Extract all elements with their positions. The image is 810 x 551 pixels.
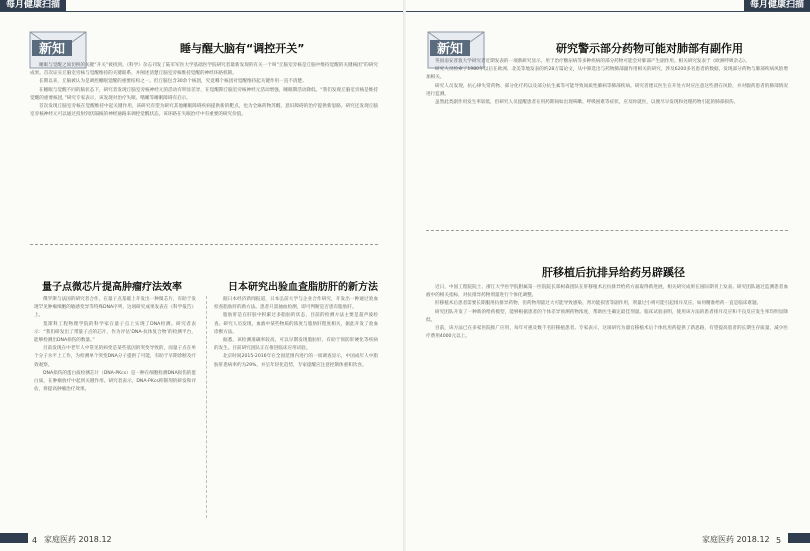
paragraph: 据日本经济新闻报道，日本弘前大学与企业合作研究，开发出一种通过验血检查脂肪肝的新方法。患者只需抽血检测，即可判断是否患有脂肪肝。 bbox=[214, 297, 378, 311]
paragraph: 在睡眠与觉醒不同的脑状态下，研究者发现丘脑室旁核神经元的活动有明显差异，在觉醒期丘脑室旁核神经元活动增强，睡眠期活动降低。“我们发现丘脑室旁核是维持觉醒的重要核团，”研究专家表示，该发现对治疗失眠、嗜睡等睡眠障碍有启示。 bbox=[30, 87, 378, 101]
paragraph: 研究人员发现，抗心律失常药物、部分化疗药以及部分抗生素等可能导致间质性肺病等肺部疾病。研究者建议医生在开处方时应注意这些潜在风险，并对服药患者的肺部情况进行监测。 bbox=[426, 83, 788, 97]
paragraph: 长期以来，丘脑被认为是调控睡眠觉醒的重要结构之一。但丘脑包含30余个核团，究竟哪个核团对觉醒维持起关键作用一直不清楚。 bbox=[39, 79, 307, 85]
new-knowledge-label: 新知 bbox=[38, 42, 66, 57]
section-divider bbox=[426, 230, 788, 231]
section-tag: 每月健康扫描 bbox=[744, 0, 810, 11]
paragraph: 目前发现在中老年人中常见的病变是某些基因的突变导致的，而量子点在单个分子水平上工作，为检测单个突变DNA分子提供了可能，有助于早期诊断及疗效观察。 bbox=[34, 346, 196, 368]
article-title: 日本研究出验血查脂肪肝的新方法 bbox=[228, 282, 378, 293]
paragraph: 脂肪肝是在肝脏中积累过多脂肪的状态，目前的检测方法主要是超声波检查。研究人员发现，血液中某些物质的浓度与脂肪肝程度相关，据此开发了验血诊断方法。 bbox=[214, 313, 378, 335]
paragraph: 近日，中国工程院院士、浙江大学医学院附属第一医院院长郑树森团队在肝移植术后抗排异给药方面取得新进展，相关研究成果在国际期刊上发表。研究团队通过监测患者血液中的相关指标，对抗排异药物剂量进行个体化调整。 bbox=[426, 285, 788, 299]
article-body bbox=[34, 296, 196, 518]
article-title: 量子点微芯片提高肿瘤疗法效率 bbox=[42, 282, 182, 293]
paragraph: 研究人员检索了1980年以后在欧洲、北美等地发表的约28万篇论文，从中筛选出与药物肺部副作用相关的研究，涉及6200多名患者的数据，发现部分药物与肺部疾病风险增加相关。 bbox=[426, 67, 788, 81]
page-number: 4 bbox=[32, 536, 38, 545]
footer-bar bbox=[0, 533, 28, 543]
article-title: 睡与醒大脑有“调控开关” bbox=[180, 42, 305, 55]
paragraph: 睡眠与觉醒之间切换的关键“开关”被找到。《科学》杂志刊发了陆军军医大学基础医学院研究者最新发现的有关一个叫“丘脑室旁核是丘脑中维持觉醒的关键核团”的研究成果。首次证实丘脑室旁核与觉醒维持的关键联系，并阐述清楚丘脑室旁核维持觉醒的神经环路机制。 bbox=[30, 63, 378, 77]
paragraph: 首次发现丘脑室旁核在觉醒维持中起关键作用，该研究有望为研究其他睡眠障碍疾病提供新的靶点，也为全麻药物苏醒、意识障碍的治疗提供新思路。研究还发现丘脑室旁核神经元可以通过投射到伏隔核的神经通路来调控觉醒状态，该环路在失眠治疗中有重要的研究价值。 bbox=[30, 104, 378, 118]
magazine-name: 家庭医药 2018.12 bbox=[702, 535, 770, 544]
page-number: 5 bbox=[776, 536, 782, 545]
footer-bar bbox=[788, 533, 810, 543]
article-body bbox=[214, 296, 378, 518]
top-rule bbox=[406, 11, 810, 12]
paragraph: 莫斯科工程物理学院的科学家在量子点上实现了DNA检测。研究者表示：“我们研发出了带量子点的芯片，作为评估‘DNA-抗体复合物’的检测平台，能够检测出DNA损伤的数量。” bbox=[34, 321, 196, 344]
section-tag: 每月健康扫描 bbox=[0, 0, 66, 11]
top-rule bbox=[0, 11, 404, 12]
paragraph: 俄罗斯与法国的研究者合作，在量子点基础上开发出一种微芯片，有助于发现罕见肿瘤细胞的敏感变异等特殊DNA序列，这项研究成果发表在《科学报告》上。 bbox=[34, 297, 196, 319]
paragraph: 据悉，该检测准确率较高，可以早期发现脂肪肝，有助于预防肝硬化等疾病的发生。目前研究团队正在推进临床应用试验。 bbox=[214, 338, 378, 352]
paragraph: DNA损伤的蛋白质检测芯片（DNA-PKcs）是一种在细胞检测DNA损伤的蛋白质，在肿瘤放疗中起到关键作用。研究者表示，DNA-PKcs抑制剂的研发和评估，将提高肿瘤治疗效果。 bbox=[34, 370, 196, 393]
article-title: 肝移植后抗排异给药另辟蹊径 bbox=[542, 266, 685, 279]
paragraph: 英国南安普敦大学研究者近期发表的一项新研究显示，用于治疗糖尿病等多种疾病的部分药物可能会对肺部产生副作用。相关研究发表于《欧洲呼吸杂志》。 bbox=[435, 59, 750, 64]
paragraph: 研究团队开发了一种新的给药模型，能够根据患者的个体差异预测药物浓度，帮助医生确定最佳剂量。临床试验表明，使用该方法的患者排斥反应和不良反应发生率均明显降低。 bbox=[426, 309, 788, 323]
paragraph: 虽然此类副作用发生率较低，但研究人员提醒患者在用药期间如出现咳嗽、呼吸困难等症状，应及时就医，以便尽早发现和处理药物引起的肺部损伤。 bbox=[435, 100, 739, 106]
article-body bbox=[30, 62, 378, 242]
paragraph: 目前，该方法已在多家医院推广应用，每年可惠及数千名肝移植患者。专家表示，这项研究为器官移植术后个体化用药提供了新思路，有望提高患者的长期生存质量，减少医疗费用4000元以上。 bbox=[426, 326, 788, 340]
article-title: 研究警示部分药物可能对肺部有副作用 bbox=[556, 42, 743, 55]
new-knowledge-label: 新知 bbox=[436, 42, 464, 57]
section-divider bbox=[30, 244, 378, 245]
right-page bbox=[406, 0, 810, 551]
article-body bbox=[426, 284, 788, 520]
paragraph: 北京时间2015-2016年在全国范围内进行的一项调查显示，中国成年人中脂肪肝患病率约为29%，并呈年轻化趋势，专家提醒应注意控制体重和饮食。 bbox=[214, 354, 378, 368]
magazine-name: 家庭医药 2018.12 bbox=[44, 535, 112, 544]
article-body bbox=[426, 58, 788, 208]
paragraph: 肝移植术后患者需要长期服用抗排异药物，但药物剂量过大可能导致感染、肾功能损害等副作用，剂量过小则可能引起排斥反应。如何精准给药一直是临床难题。 bbox=[435, 301, 762, 307]
column-divider bbox=[206, 296, 207, 518]
